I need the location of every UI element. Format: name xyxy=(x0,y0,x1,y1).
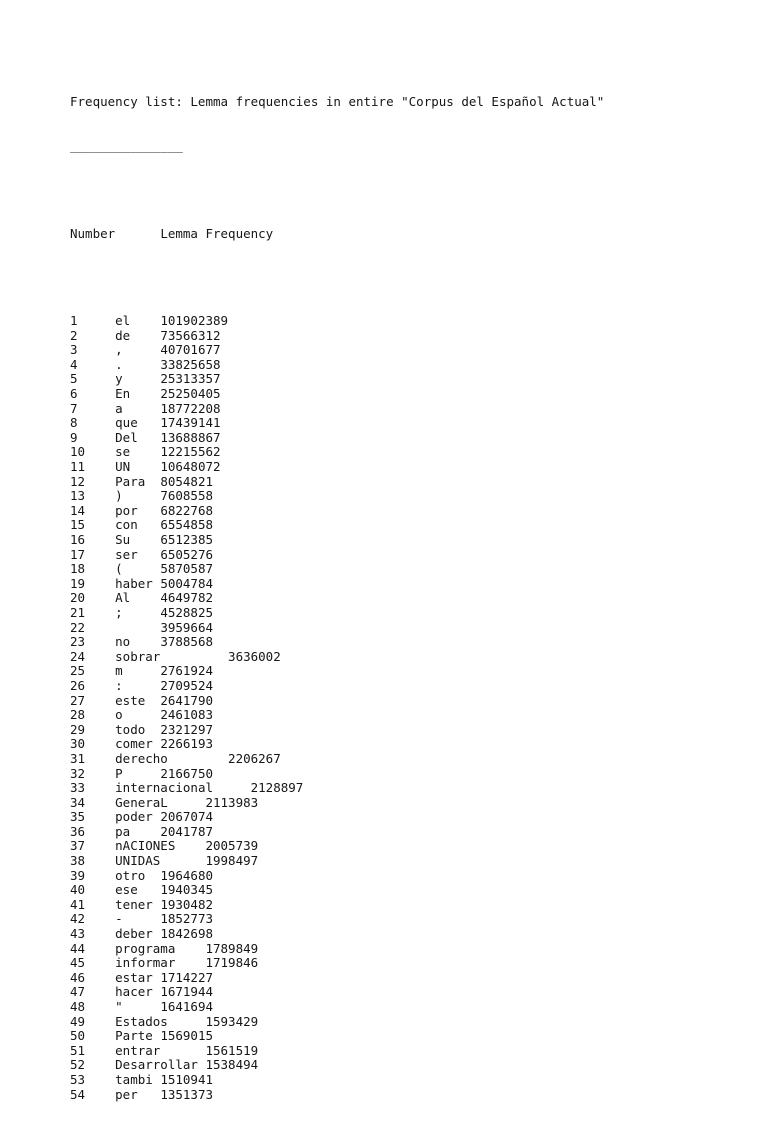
row-number: 45 xyxy=(70,955,116,971)
row-number: 50 xyxy=(70,1028,116,1044)
row-lemma: y xyxy=(115,371,161,387)
row-frequency: 2709524 xyxy=(160,677,213,693)
row-number: 34 xyxy=(70,794,116,810)
row-lemma: que xyxy=(115,415,161,431)
frequency-row xyxy=(70,854,604,869)
row-lemma: per xyxy=(115,1086,161,1102)
row-lemma: . xyxy=(115,356,161,372)
frequency-row xyxy=(70,577,604,592)
row-number: 40 xyxy=(70,882,116,898)
row-number: 23 xyxy=(70,634,116,650)
row-lemma: " xyxy=(115,999,161,1014)
row-frequency: 1593429 xyxy=(205,1013,259,1029)
row-lemma: estar xyxy=(115,969,161,985)
row-frequency: 40701677 xyxy=(160,342,221,358)
row-number: 7 xyxy=(70,400,116,416)
row-number: 30 xyxy=(70,736,116,752)
row-frequency: 3636002 xyxy=(228,648,281,664)
row-lemma: se xyxy=(115,444,161,460)
row-frequency: 10648072 xyxy=(160,459,221,475)
frequency-row xyxy=(70,533,604,548)
document-title: Frequency list: Lemma frequencies in entire "Corpus del Español Actual" xyxy=(70,94,605,110)
row-lemma: ; xyxy=(115,604,161,620)
row-lemma: UN xyxy=(115,459,161,475)
row-number: 26 xyxy=(70,677,116,693)
frequency-row xyxy=(70,723,604,738)
row-number: 6 xyxy=(70,386,116,402)
frequency-row xyxy=(70,985,604,1000)
frequency-row xyxy=(70,402,604,417)
row-lemma: ) xyxy=(115,488,161,504)
row-frequency: 101902389 xyxy=(160,313,229,329)
row-lemma: tambi xyxy=(115,1071,161,1087)
row-number: 31 xyxy=(70,750,116,766)
row-number: 25 xyxy=(70,663,116,679)
row-frequency: 2041787 xyxy=(160,823,213,839)
row-frequency: 2166750 xyxy=(160,765,213,781)
frequency-row xyxy=(70,1073,604,1088)
spacer-line xyxy=(70,183,604,198)
row-number: 32 xyxy=(70,765,116,781)
row-frequency: 3788568 xyxy=(160,634,213,650)
row-frequency: 1964680 xyxy=(160,867,213,883)
row-number: 1 xyxy=(70,313,116,329)
row-number: 46 xyxy=(70,969,116,985)
row-frequency: 1940345 xyxy=(160,882,213,898)
row-frequency: 4528825 xyxy=(160,604,213,620)
row-number: 18 xyxy=(70,561,116,577)
frequency-row xyxy=(70,475,604,490)
row-number: 47 xyxy=(70,984,116,1000)
frequency-row xyxy=(70,883,604,898)
row-number: 5 xyxy=(70,371,116,387)
row-number: 33 xyxy=(70,780,116,796)
frequency-row xyxy=(70,504,604,519)
frequency-row xyxy=(70,912,604,927)
row-frequency: 1538494 xyxy=(205,1057,259,1073)
row-number: 17 xyxy=(70,546,116,562)
row-frequency: 6554858 xyxy=(160,517,213,533)
row-number: 52 xyxy=(70,1057,116,1073)
row-number: 9 xyxy=(70,429,116,445)
row-number: 29 xyxy=(70,721,116,737)
row-frequency: 2113983 xyxy=(205,794,259,810)
row-lemma: informar xyxy=(115,955,206,971)
frequency-row xyxy=(70,329,604,344)
frequency-row xyxy=(70,1058,604,1073)
row-lemma: poder xyxy=(115,809,161,825)
frequency-row xyxy=(70,489,604,504)
row-lemma: no xyxy=(115,634,161,650)
frequency-row xyxy=(70,387,604,402)
row-number: 37 xyxy=(70,838,116,854)
frequency-row xyxy=(70,664,604,679)
row-number: 12 xyxy=(70,473,116,489)
frequency-row xyxy=(70,372,604,387)
row-frequency: 1842698 xyxy=(160,926,213,942)
row-lemma: programa xyxy=(115,940,206,956)
row-lemma: por xyxy=(115,502,161,518)
row-number: 24 xyxy=(70,648,116,664)
column-headers xyxy=(70,227,604,242)
frequency-row xyxy=(70,1088,604,1103)
frequency-row xyxy=(70,650,604,665)
frequency-row xyxy=(70,562,604,577)
row-number: 43 xyxy=(70,926,116,942)
row-frequency: 25250405 xyxy=(160,386,221,402)
frequency-row xyxy=(70,679,604,694)
row-frequency: 4649782 xyxy=(160,590,213,606)
row-lemma: ser xyxy=(115,546,161,562)
row-lemma: Para xyxy=(115,473,161,489)
row-number: 27 xyxy=(70,692,116,708)
row-lemma: ( xyxy=(115,561,161,577)
frequency-row xyxy=(70,606,604,621)
row-frequency: 33825658 xyxy=(160,356,221,372)
frequency-row xyxy=(70,869,604,884)
row-lemma: deber xyxy=(115,926,161,942)
row-frequency: 2206267 xyxy=(228,750,281,766)
row-lemma: el xyxy=(115,313,161,329)
row-number: 35 xyxy=(70,809,116,825)
row-number: 19 xyxy=(70,575,116,591)
row-lemma: : xyxy=(115,677,161,693)
row-frequency: 18772208 xyxy=(160,400,221,416)
row-number: 8 xyxy=(70,415,116,431)
row-frequency: 8054821 xyxy=(160,473,213,489)
row-lemma: con xyxy=(115,517,161,533)
row-number: 16 xyxy=(70,532,116,547)
row-lemma: Al xyxy=(115,590,161,606)
row-number: 48 xyxy=(70,999,116,1014)
row-frequency: 6505276 xyxy=(160,546,213,562)
frequency-list xyxy=(70,314,604,1102)
row-number: 41 xyxy=(70,896,116,912)
row-number: 15 xyxy=(70,517,116,533)
row-lemma: a xyxy=(115,400,161,416)
row-frequency: 6512385 xyxy=(160,532,213,547)
row-number: 13 xyxy=(70,488,116,504)
row-number: 22 xyxy=(70,619,116,635)
frequency-row xyxy=(70,927,604,942)
frequency-row xyxy=(70,942,604,957)
row-lemma: de xyxy=(115,327,161,343)
row-frequency: 2005739 xyxy=(205,838,259,854)
row-lemma: Parte xyxy=(115,1028,161,1044)
row-frequency: 1714227 xyxy=(160,969,213,985)
row-lemma: hacer xyxy=(115,984,161,1000)
row-number: 53 xyxy=(70,1071,116,1087)
frequency-row xyxy=(70,839,604,854)
frequency-row xyxy=(70,752,604,767)
row-frequency: 1641694 xyxy=(160,999,213,1014)
row-frequency: 2321297 xyxy=(160,721,213,737)
frequency-row xyxy=(70,635,604,650)
row-lemma: Del xyxy=(115,429,161,445)
frequency-row xyxy=(70,445,604,460)
row-lemma: todo xyxy=(115,721,161,737)
row-number: 20 xyxy=(70,590,116,606)
frequency-row xyxy=(70,1029,604,1044)
row-lemma: En xyxy=(115,386,161,402)
row-number: 44 xyxy=(70,940,116,956)
row-lemma: o xyxy=(115,707,161,723)
frequency-row xyxy=(70,591,604,606)
spacer-line xyxy=(70,270,604,285)
row-frequency: 5004784 xyxy=(160,575,213,591)
frequency-row xyxy=(70,416,604,431)
row-number: 28 xyxy=(70,707,116,723)
row-number: 36 xyxy=(70,823,116,839)
row-lemma: UNIDAS xyxy=(115,853,206,869)
row-frequency: 13688867 xyxy=(160,429,221,445)
row-number: 49 xyxy=(70,1013,116,1029)
frequency-row xyxy=(70,956,604,971)
column-header-frequency: Frequency xyxy=(205,225,274,241)
column-header-lemma: Lemma xyxy=(160,225,206,241)
frequency-row xyxy=(70,314,604,329)
row-lemma: pa xyxy=(115,823,161,839)
row-frequency: 1789849 xyxy=(205,940,259,956)
frequency-row xyxy=(70,518,604,533)
row-frequency: 1351373 xyxy=(160,1086,213,1102)
frequency-row xyxy=(70,343,604,358)
row-frequency: 12215562 xyxy=(160,444,221,460)
row-frequency: 2641790 xyxy=(160,692,213,708)
frequency-row xyxy=(70,737,604,752)
row-number: 3 xyxy=(70,342,116,358)
row-number: 38 xyxy=(70,853,116,869)
row-frequency: 2761924 xyxy=(160,663,213,679)
row-frequency: 1569015 xyxy=(160,1028,213,1044)
row-lemma: este xyxy=(115,692,161,708)
frequency-row xyxy=(70,971,604,986)
row-number: 4 xyxy=(70,356,116,372)
row-number: 14 xyxy=(70,502,116,518)
row-lemma: , xyxy=(115,342,161,358)
frequency-row xyxy=(70,781,604,796)
row-number: 42 xyxy=(70,911,116,927)
row-frequency: 1561519 xyxy=(205,1042,259,1058)
row-number: 54 xyxy=(70,1086,116,1102)
row-lemma: P xyxy=(115,765,161,781)
document-body xyxy=(70,66,604,1131)
frequency-row xyxy=(70,358,604,373)
column-header-number: Number xyxy=(70,225,161,241)
frequency-row xyxy=(70,460,604,475)
row-frequency: 3959664 xyxy=(160,619,213,635)
frequency-row xyxy=(70,767,604,782)
row-lemma: GeneraL xyxy=(115,794,206,810)
row-lemma: m xyxy=(115,663,161,679)
row-lemma: internacional xyxy=(115,780,251,796)
row-frequency: 1671944 xyxy=(160,984,213,1000)
frequency-row xyxy=(70,1000,604,1015)
row-frequency: 2128897 xyxy=(250,780,304,796)
frequency-row xyxy=(70,694,604,709)
row-lemma: Estados xyxy=(115,1013,206,1029)
row-lemma: - xyxy=(115,911,161,927)
row-frequency: 1510941 xyxy=(160,1071,213,1087)
frequency-row xyxy=(70,796,604,811)
row-lemma: derecho xyxy=(115,750,229,766)
row-lemma: entrar xyxy=(115,1042,206,1058)
row-lemma xyxy=(115,620,160,635)
row-lemma: comer xyxy=(115,736,161,752)
row-number: 39 xyxy=(70,867,116,883)
row-number: 10 xyxy=(70,444,116,460)
row-frequency: 6822768 xyxy=(160,502,213,518)
row-frequency: 17439141 xyxy=(160,415,221,431)
row-lemma: ese xyxy=(115,882,161,898)
row-frequency: 1930482 xyxy=(160,896,213,912)
frequency-row xyxy=(70,1015,604,1030)
row-lemma: nACIONES xyxy=(115,838,206,854)
row-lemma: tener xyxy=(115,896,161,912)
row-lemma: Desarrollar xyxy=(115,1057,206,1073)
row-number: 21 xyxy=(70,604,116,620)
row-frequency: 25313357 xyxy=(160,371,221,387)
row-frequency: 7608558 xyxy=(160,488,213,504)
row-lemma: otro xyxy=(115,867,161,883)
row-frequency: 73566312 xyxy=(160,327,221,343)
row-frequency: 2461083 xyxy=(160,707,213,723)
title-underline: _______________ xyxy=(70,137,183,153)
frequency-row xyxy=(70,708,604,723)
row-frequency: 1998497 xyxy=(205,853,259,869)
row-lemma: haber xyxy=(115,575,161,591)
row-number: 11 xyxy=(70,459,116,475)
frequency-row xyxy=(70,810,604,825)
row-frequency: 2266193 xyxy=(160,736,213,752)
frequency-row xyxy=(70,898,604,913)
row-number: 2 xyxy=(70,327,116,343)
row-number: 51 xyxy=(70,1042,116,1058)
row-frequency: 5870587 xyxy=(160,561,213,577)
row-lemma: sobrar xyxy=(115,648,229,664)
row-lemma: Su xyxy=(115,532,161,547)
row-frequency: 1852773 xyxy=(160,911,213,927)
frequency-row xyxy=(70,825,604,840)
frequency-row xyxy=(70,548,604,563)
frequency-row xyxy=(70,621,604,636)
row-frequency: 2067074 xyxy=(160,809,213,825)
row-frequency: 1719846 xyxy=(205,955,259,971)
frequency-row xyxy=(70,1044,604,1059)
frequency-row xyxy=(70,431,604,446)
